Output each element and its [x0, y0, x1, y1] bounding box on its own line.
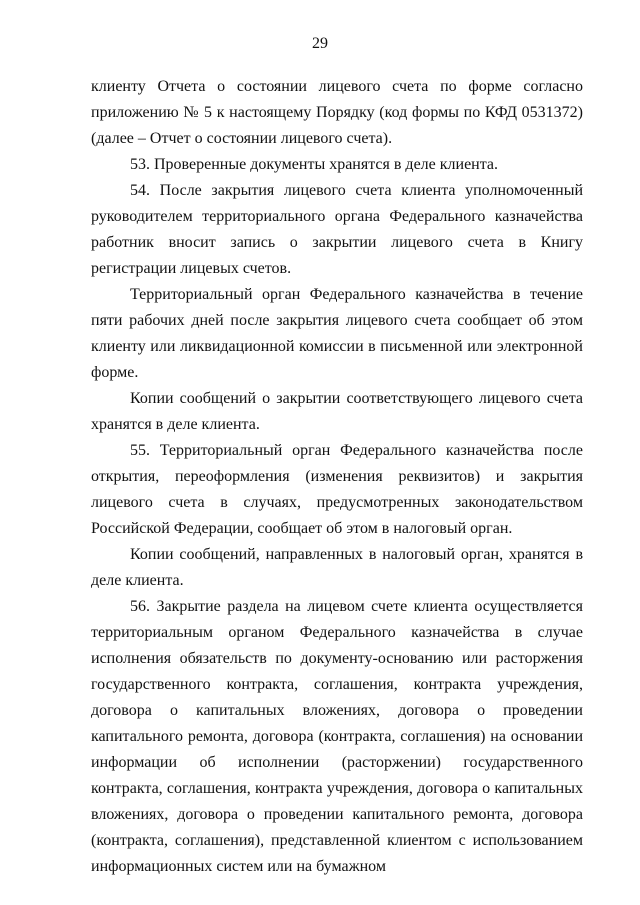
paragraph-53: 53. Проверенные документы хранятся в деле клиента.: [130, 156, 499, 173]
page-number: 29: [312, 35, 328, 52]
paragraph-continuation: клиенту Отчета о состоянии лицевого счета по форме согласно приложению № 5 к настоящему Порядку (код формы по КФД 0531372) (далее – Отчет о состоянии лицевого счета).: [91, 78, 583, 147]
document-body: [91, 74, 583, 880]
paragraph-54-copies: Копии сообщений о закрытии соответствующего лицевого счета хранятся в деле клиента.: [91, 390, 583, 433]
paragraph-54-notification: Территориальный орган Федерального казначейства в течение пяти рабочих дней после закрытия лицевого счета сообщает об этом клиенту или ликвидационной комиссии в письменной или электронной форме.: [91, 286, 583, 381]
paragraph-55: 55. Территориальный орган Федерального казначейства после открытия, переоформления (изменения реквизитов) и закрытия лицевого счета в случаях, предусмотренных законодательством Российской Федерации, сообщает об этом в налоговый орган.: [91, 442, 583, 537]
paragraph-54: 54. После закрытия лицевого счета клиента уполномоченный руководителем территориального органа Федерального казначейства работник вносит запись о закрытии лицевого счета в Книгу регистрации лицевых счетов.: [91, 182, 583, 277]
paragraph-55-copies: Копии сообщений, направленных в налоговый орган, хранятся в деле клиента.: [91, 546, 583, 589]
paragraph-56: 56. Закрытие раздела на лицевом счете клиента осуществляется территориальным органом Федерального казначейства в случае исполнения обязательств по документу-основанию или расторжения государственного контракта, соглашения, контракта учреждения, договора о капитальных вложениях, договора о проведении капитального ремонта, договора (контракта, соглашения) на основании информации об исполнении (расторжении) государственного контракта, соглашения, контракта учреждения, договора о капитальных вложениях, договора о проведении капитального ремонта, договора (контракта, соглашения), представленной клиентом с использованием информационных систем или на бумажном: [91, 598, 583, 875]
